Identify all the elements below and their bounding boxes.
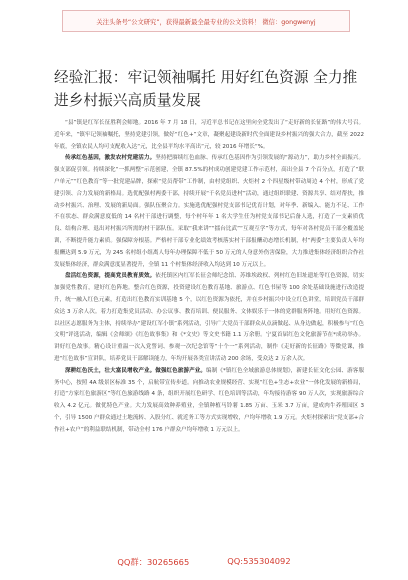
qq-group-text: QQ群：30265665 (117, 557, 190, 567)
paragraph (54, 271, 364, 365)
paragraph-text: 编制《*镇红色全域旅游总体规划》，新建长征文化公园、游客服务中心，按照 4A 级景区标准 35 个，启航带宣传步道。向推动农业规模经营、实现“红色+生态+农业”一体化发展的新格局，打造“方家红色旅游区”等红色旅游线路 4 条，组织开展红色研学、红色培训等活动，年均接待游客 90 万人次，实现旅游综合收入 4.2 亿元。做优特色产业。大力发展高效种养殖业，全镇种植马铃薯 1.85 万亩、玉米 3.7 万亩，建成肉牛养殖园区 3 个，引导 1500 户群众通过土地流转、入股分红、就近务工等方式实现增收，户均年增收 1.9 万元。火炬村探索出“党支部+合作社+农户”的利益联结机制，带动全村 176 户群众户均年增收 1 万元以上。 (54, 367, 364, 433)
document-title: 经验汇报：牢记领袖嘱托 用好红色资源 全力推进乡村振兴高质量发展 (54, 69, 358, 109)
paragraph-text: 坚持把赓续红色血脉、传承红色基因作为引领发展的“源动力”，助力乡村全面振兴。强支部促引领。持续深化“一抓两整”示范创建，全镇 87.5%的村成功创建党建工作示范村，高出全县 7 个百分点，打造了“联户单元”“红色教育”等一批党建品牌，探索“党员帮带”工作制，由村党组织、火炬村 2 个四星级村带动周边 4 个村，形成了党建引领、合力发展的新格局。选优配强村两委干部，持续开展“千名党员进村”活动，通过组织联建、资源共享、结对帮扶，推动乡村振兴、治理、发展的新局面。强队伍聚合力。实施选优配强村党支部书记优育计划，对年季、新编入、能力不足、工作不在状态、群众满意度低的 14 名村干部进行调整，每个村年年 1 名大学生任为村党支部书记后备人选，打造了一支素质优良、结构合理、退出对村振兴所需的村干部队伍。采取“我来讲”“擂台比武”“互观互学”等方式，每年对各村党员干部全覆盖轮训，不断提升能力素质。强保障夯根基。严格村干部专业化绩效考核落实村干部报酬动态增长机制，村“两委”主要负责人年均报酬达到 5.9 万元，为 245 名村组小组离人每年办理保障不低于 50 万元的人身意外伤害保险，大力推进集体经济组织合作社发展集体经济，群众满意度显著提升，全镇 11 个村集体经济收入均达到 10 万元以上。 (54, 155, 364, 268)
top-banner (62, 10, 350, 32)
paragraph-lead: 盘活红色资源，提高党员教育质效。 (65, 273, 156, 280)
qq-text: QQ:535304092 (227, 556, 291, 566)
paragraph-text: 依托镇区内红军长征会师纪念馆、苏维埃政权、列村红色旧址遗址等红色资源，切实加强党性教育，建好红色阵地。整合红色资源，投资建设红色教育基地、旅游点、红色书屋等 100 余处基础设施进行改造提升，统一融入红色元素，打造出红色教育实训基地 5 个，以红色资源为依托，并在乡村振兴中设立红色讲堂，培训党员干部群众达 3 万余人次。着力打造集党员活动、办公议事、教育培训、便民服务、文体娱乐于一体的党群服务阵地。用好红色资源。以社区志愿服务为主体，持续举办“建设红军小镇”系列活动，引导广大党员干部群众从点滴做起、从身边做起，积极参与“红色文明”评选活动，编辑《会师颂》《红色故事集》和《*文史》等文史书籍 1.1 万余册。宁夏首届红色文化旅游节在*成功举办。讲好红色故事。精心设计重温一次入党誓词、参观一次纪念馆等“十个一”系列活动，制作《走好新的长征路》等微党课，推进“红色故事”宣讲队，培养党员干部解读能力，年均开展各类宣讲活动 200 余场，受众达 2 万余人次。 (54, 273, 364, 362)
banner-text: 关注头条号“公文研究”，获得最新最全最专业的公文资料！ 微信：gongwenyj (96, 18, 316, 26)
paragraph-lead: 传承红色基因，激发农村党建活力。 (65, 155, 156, 162)
paragraph-text: “县”镇是红军长征胜利会师地。2016 年 7 月 18 日，习近平总书记在这里向全党发出了“走好新的长征路”的伟大号召。近年来，“镇牢记领袖嘱托，坚持党建引领，做好“红色+”文章，凝聚起建设新时代全面建设乡村振兴的强大合力，截至 2022 年底，全镇农民人均可支配收入达“元，比全县平均水平高出“元，较 2016 年增长“%。 (54, 120, 364, 150)
document-body (54, 118, 364, 540)
paragraph (54, 153, 364, 271)
footer (0, 556, 408, 572)
paragraph (54, 118, 364, 153)
paragraph-lead: 深耕红色沃土，壮大富民增收产业。做强红色旅游产业。 (65, 367, 207, 374)
paragraph (54, 366, 364, 437)
